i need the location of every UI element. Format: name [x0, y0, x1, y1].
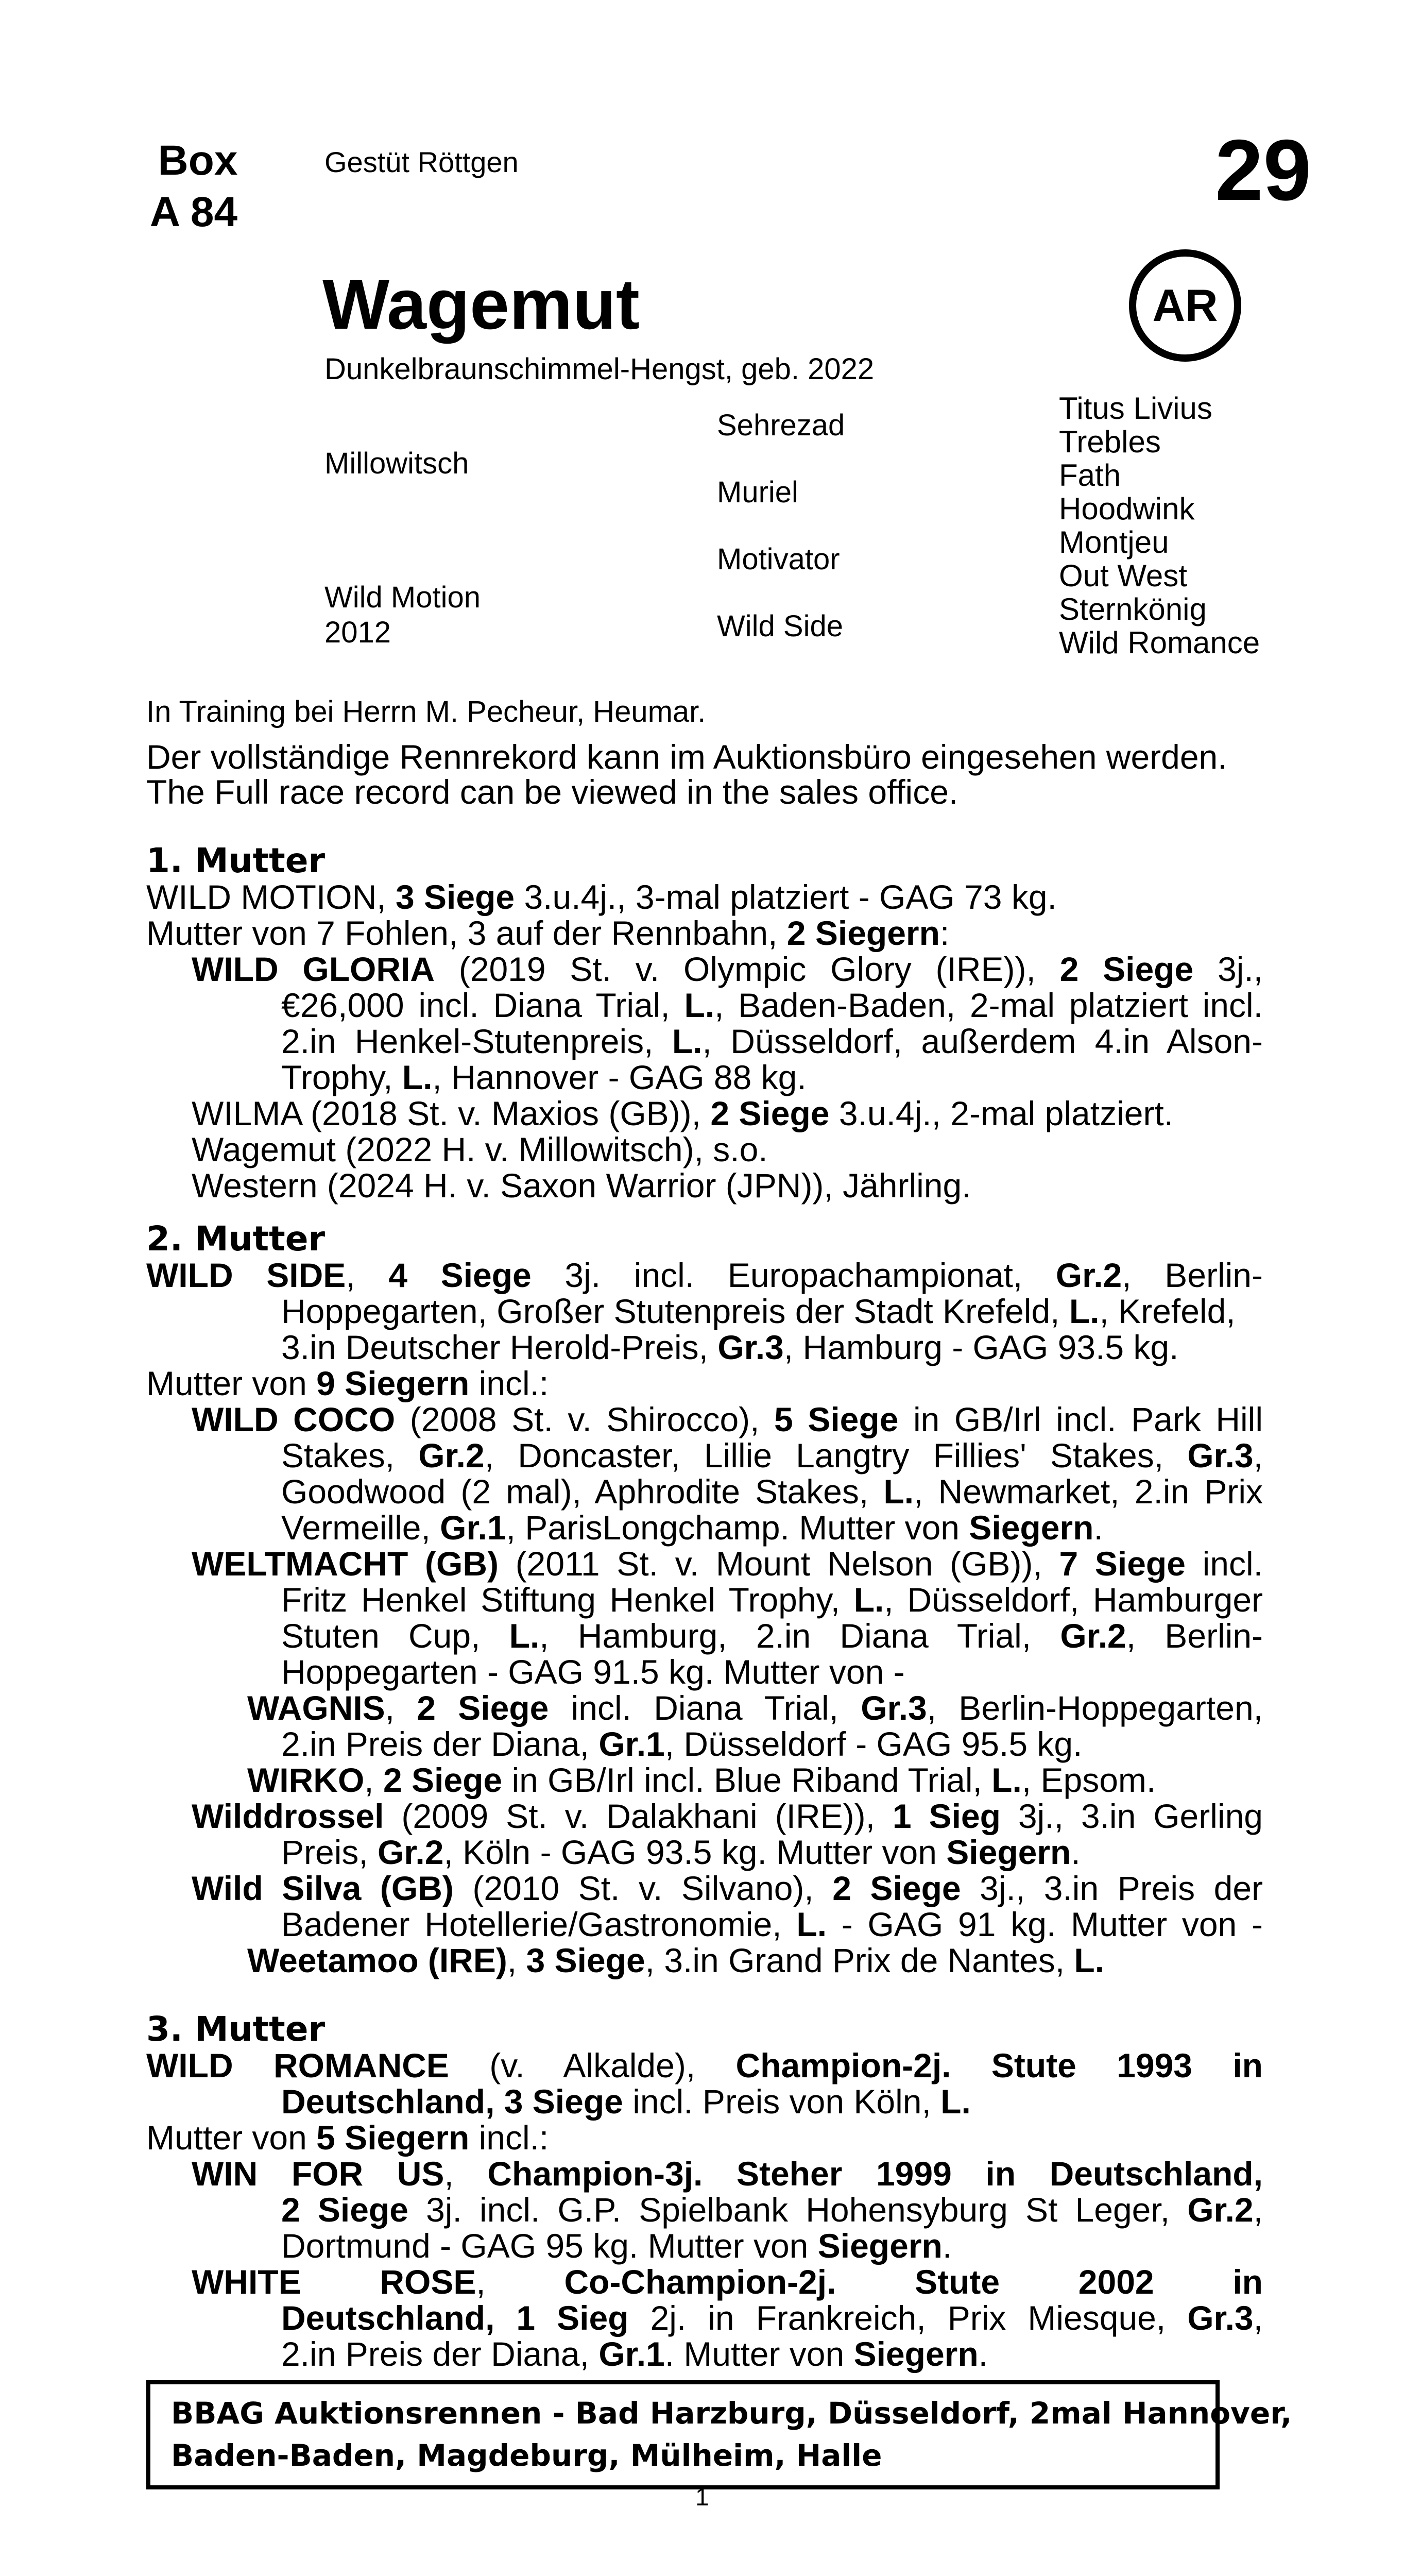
list-item: 2 Siege 3j. incl. G.P. Spielbank Hohensyburg St Leger, Gr.2,	[281, 2191, 1263, 2229]
dam-produce-summary: Mutter von 7 Fohlen, 3 auf der Rennbahn, 2 Siegern:	[146, 914, 950, 952]
pedigree-ancestor: Fath	[1059, 458, 1121, 493]
dam-line: WILD MOTION, 3 Siege 3.u.4j., 3-mal platziert - GAG 73 kg.	[146, 878, 1057, 916]
section-heading: 3. Mutter	[146, 2009, 326, 2049]
list-item: Hoppegarten - GAG 91.5 kg. Mutter von -	[281, 1653, 905, 1691]
list-item: Preis, Gr.2, Köln - GAG 93.5 kg. Mutter von Siegern.	[281, 1833, 1081, 1871]
list-item: Western (2024 H. v. Saxon Warrior (JPN)), Jährling.	[192, 1166, 971, 1205]
pedigree-ancestor: Hoodwink	[1059, 492, 1195, 526]
section-mutter-2	[146, 1221, 1263, 1994]
auction-races-box	[146, 2380, 1292, 2489]
list-item: €26,000 incl. Diana Trial, L., Baden-Baden, 2-mal platziert incl.	[281, 986, 1263, 1024]
section-mutter-1	[146, 843, 1263, 1204]
auction-races-line: BBAG Auktionsrennen - Bad Harzburg, Düsseldorf, 2mal Hannover,	[171, 2396, 1292, 2431]
list-item: Goodwood (2 mal), Aphrodite Stakes, L., Newmarket, 2.in Prix	[281, 1472, 1263, 1511]
list-item: 2.in Preis der Diana, Gr.1. Mutter von Siegern.	[281, 2335, 988, 2373]
section-mutter-3	[146, 2011, 1263, 2372]
list-item: 2.in Henkel-Stutenpreis, L., Düsseldorf, außerdem 4.in Alson-	[281, 1022, 1263, 1060]
list-item: WILD GLORIA (2019 St. v. Olympic Glory (IRE)), 2 Siege 3j.,	[192, 950, 1263, 988]
horse-name: Wagemut	[322, 265, 640, 344]
list-item: Wilddrossel (2009 St. v. Dalakhani (IRE)), 1 Sieg 3j., 3.in Gerling	[192, 1797, 1263, 1835]
breeder: Gestüt Röttgen	[324, 146, 519, 178]
pedigree-grandparent: Wild Side	[717, 609, 843, 643]
list-item: WIN FOR US, Champion-3j. Steher 1999 in Deutschland,	[192, 2155, 1263, 2193]
training-note: In Training bei Herrn M. Pecheur, Heumar.	[146, 695, 706, 728]
section-heading: 2. Mutter	[146, 1219, 326, 1259]
dam-produce-summary: Mutter von 5 Siegern incl.:	[146, 2119, 549, 2157]
dam-line: WILD SIDE, 4 Siege 3j. incl. Europachampionat, Gr.2, Berlin-	[146, 1256, 1263, 1294]
pedigree-dam: Wild Motion	[324, 581, 481, 614]
list-item: Weetamoo (IRE), 3 Siege, 3.in Grand Prix de Nantes, L.	[247, 1941, 1105, 1979]
pedigree-ancestor: Out West	[1059, 558, 1187, 593]
list-item: Badener Hotellerie/Gastronomie, L. - GAG 91 kg. Mutter von -	[281, 1905, 1263, 1943]
horse-description: Dunkelbraunschimmel-Hengst, geb. 2022	[324, 352, 875, 386]
list-item: Wild Silva (GB) (2010 St. v. Silvano), 2 Siege 3j., 3.in Preis der	[192, 1869, 1263, 1907]
list-item: WHITE ROSE, Co-Champion-2j. Stute 2002 in	[192, 2263, 1263, 2301]
pedigree-ancestor: Montjeu	[1059, 525, 1169, 560]
list-item: Vermeille, Gr.1, ParisLongchamp. Mutter von Siegern.	[281, 1509, 1103, 1547]
box-label: Box	[158, 137, 238, 184]
dam-line: Deutschland, 3 Siege incl. Preis von Köln, L.	[281, 2082, 971, 2121]
box-number: A 84	[149, 189, 238, 235]
ar-badge: AR	[1129, 249, 1241, 362]
pedigree-ancestor: Trebles	[1059, 425, 1161, 459]
dam-line: WILD ROMANCE (v. Alkalde), Champion-2j. Stute 1993 in	[146, 2046, 1263, 2084]
page-number: 1	[695, 2484, 709, 2511]
record-note-de: Der vollständige Rennrekord kann im Auktionsbüro eingesehen werden.	[146, 738, 1227, 776]
list-item: Deutschland, 1 Sieg 2j. in Frankreich, Prix Miesque, Gr.3,	[281, 2299, 1263, 2337]
pedigree-grandparent: Motivator	[717, 543, 840, 576]
list-item: 2.in Preis der Diana, Gr.1, Düsseldorf - GAG 95.5 kg.	[281, 1725, 1083, 1763]
list-item: WILD COCO (2008 St. v. Shirocco), 5 Siege in GB/Irl incl. Park Hill	[192, 1400, 1263, 1438]
list-item: Stuten Cup, L., Hamburg, 2.in Diana Trial, Gr.2, Berlin-	[281, 1617, 1263, 1655]
pedigree-ancestor: Titus Livius	[1059, 391, 1212, 426]
pedigree-ancestor: Wild Romance	[1059, 625, 1260, 660]
section-heading: 1. Mutter	[146, 841, 326, 880]
list-item: Dortmund - GAG 95 kg. Mutter von Siegern.	[281, 2227, 952, 2265]
pedigree-sire: Millowitsch	[324, 447, 469, 480]
auction-races-line: Baden-Baden, Magdeburg, Mülheim, Halle	[171, 2438, 882, 2473]
dam-produce-summary: Mutter von 9 Siegern incl.:	[146, 1364, 549, 1402]
list-item: Wagemut (2022 H. v. Millowitsch), s.o.	[192, 1130, 768, 1168]
pedigree-dam-year: 2012	[324, 616, 391, 649]
dam-line: Hoppegarten, Großer Stutenpreis der Stadt Krefeld, L., Krefeld,	[281, 1292, 1236, 1330]
list-item: Fritz Henkel Stiftung Henkel Trophy, L., Düsseldorf, Hamburger	[281, 1581, 1263, 1619]
dam-line: 3.in Deutscher Herold-Preis, Gr.3, Hamburg - GAG 93.5 kg.	[281, 1328, 1179, 1366]
list-item: WILMA (2018 St. v. Maxios (GB)), 2 Siege 3.u.4j., 2-mal platziert.	[192, 1094, 1174, 1132]
lot-number: 29	[1215, 122, 1311, 218]
list-item: WELTMACHT (GB) (2011 St. v. Mount Nelson (GB)), 7 Siege incl.	[192, 1545, 1263, 1583]
pedigree-grandparent: Sehrezad	[717, 409, 845, 442]
pedigree-ancestor: Sternkönig	[1059, 592, 1207, 626]
list-item: WAGNIS, 2 Siege incl. Diana Trial, Gr.3, Berlin-Hoppegarten,	[247, 1689, 1263, 1727]
list-item: Trophy, L., Hannover - GAG 88 kg.	[281, 1058, 807, 1096]
pedigree-grandparent: Muriel	[717, 476, 798, 509]
list-item: Stakes, Gr.2, Doncaster, Lillie Langtry Fillies' Stakes, Gr.3,	[281, 1436, 1263, 1475]
list-item: WIRKO, 2 Siege in GB/Irl incl. Blue Riband Trial, L., Epsom.	[247, 1761, 1156, 1799]
record-note-en: The Full race record can be viewed in the sales office.	[146, 773, 958, 811]
